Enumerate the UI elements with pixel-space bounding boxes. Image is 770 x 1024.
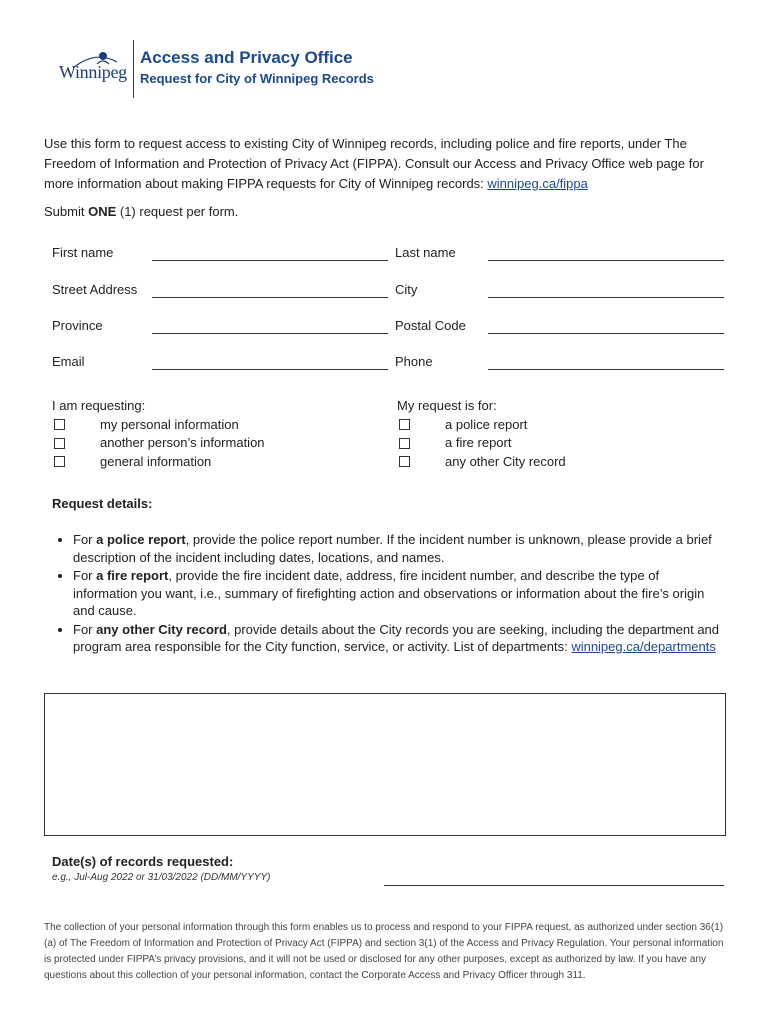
logo-text: Winnipeg xyxy=(59,62,127,82)
checkbox[interactable] xyxy=(399,419,410,430)
fippa-link[interactable]: winnipeg.ca/fippa xyxy=(487,176,588,191)
list-item xyxy=(73,567,723,620)
submit-bold: ONE xyxy=(88,204,117,219)
email-label: Email xyxy=(52,354,85,369)
phone-field[interactable] xyxy=(488,369,724,370)
checkbox[interactable] xyxy=(54,456,65,467)
postal-code-field[interactable] xyxy=(488,333,724,334)
item-text: , provide details about the City records you are seeking, including the department and program area responsible for the City function, service, or activity. List of departments: xyxy=(73,621,720,654)
item-bold: a police report xyxy=(96,532,186,547)
request-for-heading: My request is for: xyxy=(397,398,497,413)
departments-link[interactable]: winnipeg.ca/departments xyxy=(571,639,716,654)
phone-label: Phone xyxy=(395,354,433,369)
list-item xyxy=(73,621,723,656)
request-for-option[interactable] xyxy=(397,453,566,472)
last-name-field[interactable] xyxy=(488,260,724,261)
checkbox[interactable] xyxy=(399,456,410,467)
postal-code-label: Postal Code xyxy=(395,318,466,333)
item-bold: a fire report xyxy=(96,568,169,583)
winnipeg-logo xyxy=(55,38,133,96)
option-label: any other City record xyxy=(445,453,566,469)
submit-suffix: (1) request per form. xyxy=(116,204,239,219)
request-for-group xyxy=(397,397,566,471)
item-bold: any other City record xyxy=(96,621,227,637)
city-field[interactable] xyxy=(488,297,724,298)
option-label: general information xyxy=(100,453,212,469)
option-label: a police report xyxy=(445,416,528,432)
request-for-option[interactable] xyxy=(397,416,566,435)
option-label: a fire report xyxy=(445,435,512,450)
last-name-label: Last name xyxy=(395,245,456,260)
list-item xyxy=(73,531,723,566)
requesting-group xyxy=(52,397,265,471)
intro-text: Use this form to request access to existing City of Winnipeg records, including police and fire reports, under The Freedom of Information and Protection of Privacy Act (FIPPA). Consult our Access and Privacy Office web page for more information about making FIPPA requests for City of Winnipeg records: xyxy=(44,136,704,191)
requesting-option[interactable] xyxy=(52,434,265,453)
checkbox[interactable] xyxy=(54,438,65,449)
request-details-textarea[interactable] xyxy=(44,693,726,836)
province-field[interactable] xyxy=(152,333,388,334)
requesting-option[interactable] xyxy=(52,416,265,435)
checkbox[interactable] xyxy=(399,438,410,449)
submit-prefix: Submit xyxy=(44,204,89,219)
request-for-option[interactable] xyxy=(397,434,566,453)
province-label: Province xyxy=(52,318,103,333)
item-text: For xyxy=(73,532,97,547)
email-field[interactable] xyxy=(152,369,388,370)
request-details-heading: Request details: xyxy=(52,496,153,511)
dates-field[interactable] xyxy=(384,885,724,886)
option-label: another person’s information xyxy=(100,435,265,450)
request-details-list xyxy=(52,531,723,657)
dates-heading: Date(s) of records requested: xyxy=(52,854,234,869)
city-label: City xyxy=(395,282,418,297)
page-subtitle: Request for City of Winnipeg Records xyxy=(140,71,374,86)
page-title: Access and Privacy Office xyxy=(140,48,353,67)
requesting-option[interactable] xyxy=(52,453,265,472)
item-text: , provide the fire incident date, address, fire incident number, and describe the type of information you want, i.e., summary of firefighting action and observations or information about the fire’s origin and cause. xyxy=(73,568,705,618)
privacy-notice: The collection of your personal information through this form enables us to process and respond to your FIPPA request, as authorized under section 36(1)(a) of The Freedom of Information and Protection of Privacy Act (FIPPA) and section 3(1) of the Access and Privacy Regulation. Your personal information is protected under FIPPA’s privacy provisions, and it will not be used or disclosed for any other purposes, except as authorized by law. If you have any questions about this collection of your personal information, contact the Corporate Access and Privacy Officer through 311. xyxy=(44,922,724,981)
first-name-field[interactable] xyxy=(152,260,388,261)
checkbox[interactable] xyxy=(54,419,65,430)
item-text: For xyxy=(73,568,97,583)
first-name-label: First name xyxy=(52,245,114,260)
requesting-heading: I am requesting: xyxy=(52,398,146,413)
street-address-field[interactable] xyxy=(152,297,388,298)
option-label: my personal information xyxy=(100,416,239,432)
dates-example: e.g., Jul-Aug 2022 or 31/03/2022 (DD/MM/YYYY) xyxy=(52,872,271,883)
intro-paragraph xyxy=(44,134,734,194)
submit-instruction xyxy=(44,204,238,219)
street-address-label: Street Address xyxy=(52,282,138,297)
item-text: , provide the police report number. If the incident number is unknown, please provide a brief description of the incident including dates, locations, and names. xyxy=(73,532,712,565)
header-divider xyxy=(133,40,134,98)
item-text: For xyxy=(73,621,97,637)
